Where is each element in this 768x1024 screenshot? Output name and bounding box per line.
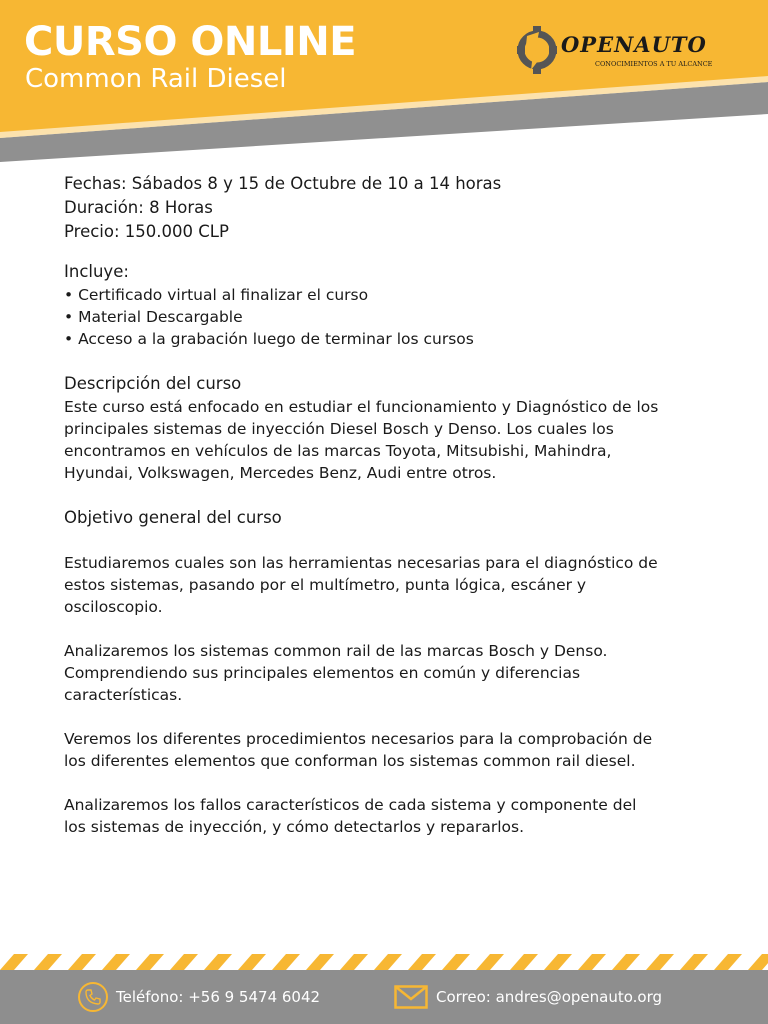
- description-line: Hyundai, Volkswagen, Mercedes Benz, Audi entre otros.: [64, 464, 497, 482]
- include-item: • Certificado virtual al finalizar el curso: [64, 286, 369, 304]
- objective-line: Estudiaremos cuales son las herramientas necesarias para el diagnóstico de: [64, 554, 658, 572]
- description-line: encontramos en vehículos de las marcas Toyota, Mitsubishi, Mahindra,: [64, 442, 612, 460]
- course-dates: Fechas: Sábados 8 y 15 de Octubre de 10 a 14 horas: [64, 174, 502, 193]
- objective-line: estos sistemas, pasando por el multímetro, punta lógica, escáner y: [64, 576, 587, 594]
- course-price: Precio: 150.000 CLP: [64, 222, 229, 241]
- objective-line: Analizaremos los sistemas common rail de las marcas Bosch y Denso.: [64, 642, 608, 660]
- gear-icon: [515, 22, 559, 78]
- objective-line: osciloscopio.: [64, 598, 163, 616]
- footer-bar: [0, 970, 768, 1024]
- objective-line: Analizaremos los fallos característicos de cada sistema y componente del: [64, 796, 637, 814]
- footer-email[interactable]: [394, 980, 662, 1014]
- include-item: • Material Descargable: [64, 308, 243, 326]
- objective-heading: Objetivo general del curso: [64, 508, 282, 527]
- objective-line: los diferentes elementos que conforman los sistemas common rail diesel.: [64, 752, 636, 770]
- footer-phone[interactable]: [78, 980, 320, 1014]
- course-content: [64, 172, 724, 838]
- logo-wordmark: OPENAUTO: [561, 32, 707, 57]
- description-heading: Descripción del curso: [64, 374, 242, 393]
- page-title: CURSO ONLINE: [24, 19, 357, 65]
- objective-line: los sistemas de inyección, y cómo detectarlos y repararlos.: [64, 818, 525, 836]
- openauto-logo: [515, 22, 751, 80]
- page-subtitle: Common Rail Diesel: [25, 64, 287, 94]
- include-item: • Acceso a la grabación luego de terminar los cursos: [64, 330, 474, 348]
- description-line: principales sistemas de inyección Diesel Bosch y Denso. Los cuales los: [64, 420, 614, 438]
- includes-heading: Incluye:: [64, 262, 129, 281]
- logo-tagline: CONOCIMIENTOS A TU ALCANCE: [595, 60, 713, 68]
- description-line: Este curso está enfocado en estudiar el funcionamiento y Diagnóstico de los: [64, 398, 659, 416]
- phone-icon: [78, 982, 108, 1012]
- email-text: Correo: andres@openauto.org: [436, 988, 663, 1006]
- objective-line: Comprendiendo sus principales elementos en común y diferencias: [64, 664, 581, 682]
- hazard-stripes: [0, 954, 768, 970]
- objective-line: características.: [64, 686, 183, 704]
- course-duration: Duración: 8 Horas: [64, 198, 213, 217]
- envelope-icon: [394, 985, 428, 1009]
- header-banner: [0, 0, 768, 170]
- objective-line: Veremos los diferentes procedimientos necesarios para la comprobación de: [64, 730, 653, 748]
- phone-text: Teléfono: +56 9 5474 6042: [116, 988, 321, 1006]
